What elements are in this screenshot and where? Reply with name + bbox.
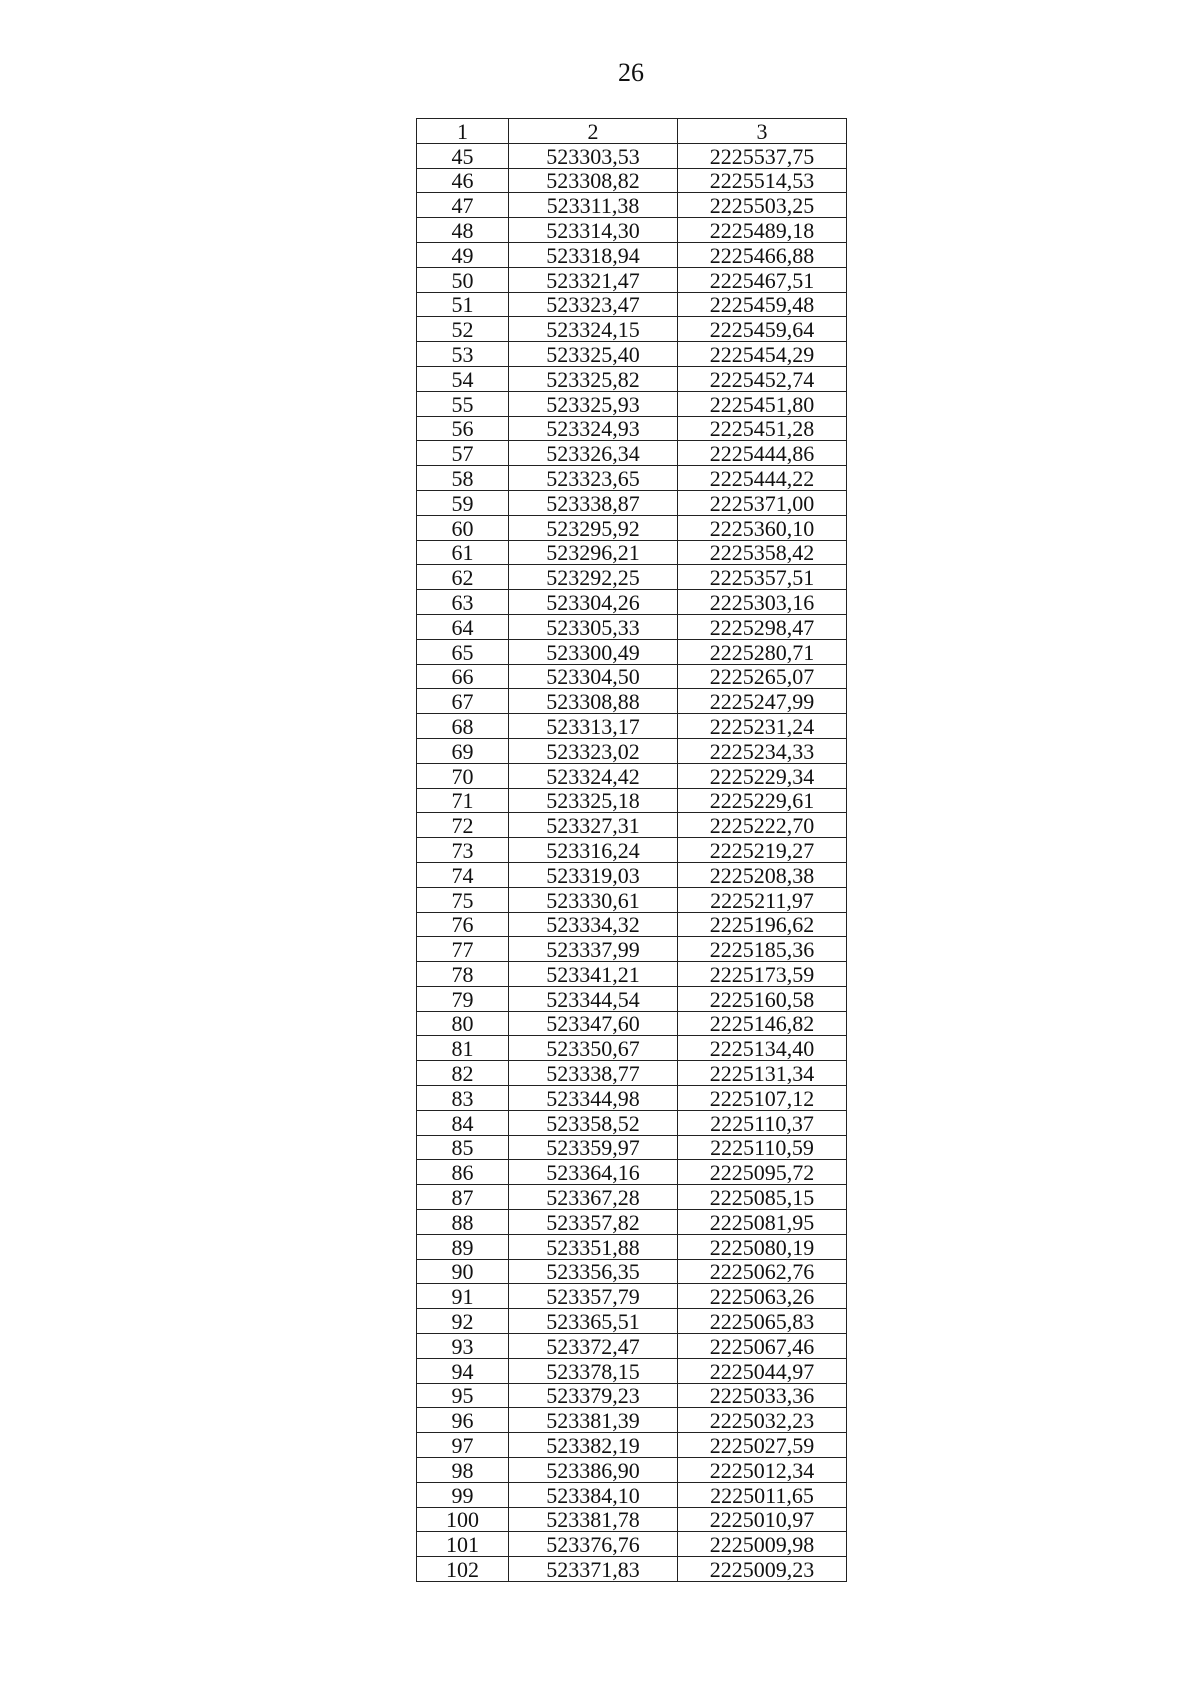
table-row	[417, 1358, 847, 1383]
table-row	[417, 1383, 847, 1408]
column-header: 2	[509, 119, 678, 144]
y-coordinate-cell: 2225459,48	[678, 292, 847, 317]
point-number-cell: 62	[417, 565, 509, 590]
table-row	[417, 590, 847, 615]
table-row	[417, 515, 847, 540]
x-coordinate-cell: 523381,39	[509, 1408, 678, 1433]
point-number-cell: 73	[417, 838, 509, 863]
table-row	[417, 416, 847, 441]
x-coordinate-cell: 523341,21	[509, 962, 678, 987]
table-row	[417, 1160, 847, 1185]
table-row	[417, 1110, 847, 1135]
y-coordinate-cell: 2225065,83	[678, 1309, 847, 1334]
table-row	[417, 763, 847, 788]
x-coordinate-cell: 523334,32	[509, 912, 678, 937]
y-coordinate-cell: 2225208,38	[678, 862, 847, 887]
y-coordinate-cell: 2225062,76	[678, 1259, 847, 1284]
y-coordinate-cell: 2225454,29	[678, 342, 847, 367]
x-coordinate-cell: 523323,47	[509, 292, 678, 317]
table-row	[417, 267, 847, 292]
x-coordinate-cell: 523372,47	[509, 1334, 678, 1359]
table-row	[417, 714, 847, 739]
x-coordinate-cell: 523325,18	[509, 788, 678, 813]
point-number-cell: 72	[417, 813, 509, 838]
point-number-cell: 61	[417, 540, 509, 565]
x-coordinate-cell: 523356,35	[509, 1259, 678, 1284]
y-coordinate-cell: 2225009,98	[678, 1532, 847, 1557]
y-coordinate-cell: 2225010,97	[678, 1507, 847, 1532]
table-row	[417, 242, 847, 267]
point-number-cell: 60	[417, 515, 509, 540]
point-number-cell: 59	[417, 490, 509, 515]
table-row	[417, 1135, 847, 1160]
table-row	[417, 738, 847, 763]
point-number-cell: 70	[417, 763, 509, 788]
point-number-cell: 58	[417, 466, 509, 491]
x-coordinate-cell: 523325,93	[509, 391, 678, 416]
y-coordinate-cell: 2225033,36	[678, 1383, 847, 1408]
point-number-cell: 89	[417, 1234, 509, 1259]
table-row	[417, 1507, 847, 1532]
x-coordinate-cell: 523344,54	[509, 986, 678, 1011]
point-number-cell: 76	[417, 912, 509, 937]
point-number-cell: 83	[417, 1086, 509, 1111]
x-coordinate-cell: 523365,51	[509, 1309, 678, 1334]
point-number-cell: 49	[417, 242, 509, 267]
y-coordinate-cell: 2225095,72	[678, 1160, 847, 1185]
y-coordinate-cell: 2225489,18	[678, 218, 847, 243]
x-coordinate-cell: 523357,79	[509, 1284, 678, 1309]
point-number-cell: 51	[417, 292, 509, 317]
table-row	[417, 813, 847, 838]
x-coordinate-cell: 523358,52	[509, 1110, 678, 1135]
point-number-cell: 46	[417, 168, 509, 193]
y-coordinate-cell: 2225451,80	[678, 391, 847, 416]
y-coordinate-cell: 2225537,75	[678, 143, 847, 168]
point-number-cell: 63	[417, 590, 509, 615]
table-body	[417, 143, 847, 1581]
coordinates-table	[416, 118, 847, 1582]
point-number-cell: 48	[417, 218, 509, 243]
point-number-cell: 69	[417, 738, 509, 763]
y-coordinate-cell: 2225160,58	[678, 986, 847, 1011]
y-coordinate-cell: 2225067,46	[678, 1334, 847, 1359]
y-coordinate-cell: 2225110,59	[678, 1135, 847, 1160]
point-number-cell: 47	[417, 193, 509, 218]
y-coordinate-cell: 2225467,51	[678, 267, 847, 292]
x-coordinate-cell: 523321,47	[509, 267, 678, 292]
point-number-cell: 94	[417, 1358, 509, 1383]
table-row	[417, 342, 847, 367]
y-coordinate-cell: 2225444,86	[678, 441, 847, 466]
table-row	[417, 1458, 847, 1483]
point-number-cell: 56	[417, 416, 509, 441]
table-row	[417, 292, 847, 317]
x-coordinate-cell: 523314,30	[509, 218, 678, 243]
x-coordinate-cell: 523382,19	[509, 1433, 678, 1458]
point-number-cell: 74	[417, 862, 509, 887]
x-coordinate-cell: 523305,33	[509, 614, 678, 639]
table-header-row	[417, 119, 847, 144]
y-coordinate-cell: 2225247,99	[678, 689, 847, 714]
y-coordinate-cell: 2225229,34	[678, 763, 847, 788]
point-number-cell: 79	[417, 986, 509, 1011]
point-number-cell: 86	[417, 1160, 509, 1185]
point-number-cell: 82	[417, 1061, 509, 1086]
y-coordinate-cell: 2225185,36	[678, 937, 847, 962]
table-row	[417, 1408, 847, 1433]
table-row	[417, 540, 847, 565]
table-row	[417, 639, 847, 664]
x-coordinate-cell: 523319,03	[509, 862, 678, 887]
y-coordinate-cell: 2225514,53	[678, 168, 847, 193]
x-coordinate-cell: 523376,76	[509, 1532, 678, 1557]
point-number-cell: 45	[417, 143, 509, 168]
x-coordinate-cell: 523313,17	[509, 714, 678, 739]
point-number-cell: 101	[417, 1532, 509, 1557]
point-number-cell: 98	[417, 1458, 509, 1483]
point-number-cell: 71	[417, 788, 509, 813]
x-coordinate-cell: 523324,93	[509, 416, 678, 441]
table-row	[417, 862, 847, 887]
x-coordinate-cell: 523308,82	[509, 168, 678, 193]
x-coordinate-cell: 523325,82	[509, 366, 678, 391]
table-row	[417, 1557, 847, 1582]
point-number-cell: 77	[417, 937, 509, 962]
y-coordinate-cell: 2225211,97	[678, 887, 847, 912]
y-coordinate-cell: 2225081,95	[678, 1210, 847, 1235]
y-coordinate-cell: 2225027,59	[678, 1433, 847, 1458]
y-coordinate-cell: 2225011,65	[678, 1482, 847, 1507]
point-number-cell: 91	[417, 1284, 509, 1309]
table-row	[417, 664, 847, 689]
point-number-cell: 85	[417, 1135, 509, 1160]
table-row	[417, 614, 847, 639]
x-coordinate-cell: 523325,40	[509, 342, 678, 367]
table-row	[417, 490, 847, 515]
y-coordinate-cell: 2225173,59	[678, 962, 847, 987]
x-coordinate-cell: 523318,94	[509, 242, 678, 267]
table-row	[417, 1309, 847, 1334]
y-coordinate-cell: 2225358,42	[678, 540, 847, 565]
y-coordinate-cell: 2225360,10	[678, 515, 847, 540]
y-coordinate-cell: 2225466,88	[678, 242, 847, 267]
x-coordinate-cell: 523378,15	[509, 1358, 678, 1383]
table-row	[417, 912, 847, 937]
table-row	[417, 193, 847, 218]
y-coordinate-cell: 2225357,51	[678, 565, 847, 590]
y-coordinate-cell: 2225503,25	[678, 193, 847, 218]
y-coordinate-cell: 2225146,82	[678, 1011, 847, 1036]
x-coordinate-cell: 523308,88	[509, 689, 678, 714]
point-number-cell: 67	[417, 689, 509, 714]
point-number-cell: 78	[417, 962, 509, 987]
table-row	[417, 218, 847, 243]
x-coordinate-cell: 523350,67	[509, 1036, 678, 1061]
y-coordinate-cell: 2225452,74	[678, 366, 847, 391]
column-header: 1	[417, 119, 509, 144]
table-row	[417, 565, 847, 590]
point-number-cell: 54	[417, 366, 509, 391]
x-coordinate-cell: 523384,10	[509, 1482, 678, 1507]
y-coordinate-cell: 2225012,34	[678, 1458, 847, 1483]
point-number-cell: 64	[417, 614, 509, 639]
x-coordinate-cell: 523295,92	[509, 515, 678, 540]
y-coordinate-cell: 2225234,33	[678, 738, 847, 763]
table-row	[417, 366, 847, 391]
x-coordinate-cell: 523386,90	[509, 1458, 678, 1483]
point-number-cell: 68	[417, 714, 509, 739]
table-row	[417, 143, 847, 168]
y-coordinate-cell: 2225085,15	[678, 1185, 847, 1210]
x-coordinate-cell: 523292,25	[509, 565, 678, 590]
x-coordinate-cell: 523323,65	[509, 466, 678, 491]
point-number-cell: 96	[417, 1408, 509, 1433]
column-header: 3	[678, 119, 847, 144]
y-coordinate-cell: 2225451,28	[678, 416, 847, 441]
x-coordinate-cell: 523303,53	[509, 143, 678, 168]
x-coordinate-cell: 523367,28	[509, 1185, 678, 1210]
table-row	[417, 1185, 847, 1210]
point-number-cell: 97	[417, 1433, 509, 1458]
point-number-cell: 57	[417, 441, 509, 466]
y-coordinate-cell: 2225080,19	[678, 1234, 847, 1259]
table-row	[417, 962, 847, 987]
table-row	[417, 1011, 847, 1036]
point-number-cell: 90	[417, 1259, 509, 1284]
x-coordinate-cell: 523326,34	[509, 441, 678, 466]
table-row	[417, 788, 847, 813]
table-row	[417, 1433, 847, 1458]
point-number-cell: 53	[417, 342, 509, 367]
x-coordinate-cell: 523316,24	[509, 838, 678, 863]
y-coordinate-cell: 2225459,64	[678, 317, 847, 342]
y-coordinate-cell: 2225444,22	[678, 466, 847, 491]
x-coordinate-cell: 523351,88	[509, 1234, 678, 1259]
table-row	[417, 986, 847, 1011]
y-coordinate-cell: 2225219,27	[678, 838, 847, 863]
x-coordinate-cell: 523364,16	[509, 1160, 678, 1185]
table-row	[417, 1036, 847, 1061]
table-row	[417, 1259, 847, 1284]
x-coordinate-cell: 523347,60	[509, 1011, 678, 1036]
x-coordinate-cell: 523324,15	[509, 317, 678, 342]
point-number-cell: 65	[417, 639, 509, 664]
table-row	[417, 1234, 847, 1259]
table-row	[417, 937, 847, 962]
x-coordinate-cell: 523344,98	[509, 1086, 678, 1111]
table-row	[417, 317, 847, 342]
x-coordinate-cell: 523323,02	[509, 738, 678, 763]
point-number-cell: 100	[417, 1507, 509, 1532]
x-coordinate-cell: 523338,77	[509, 1061, 678, 1086]
point-number-cell: 87	[417, 1185, 509, 1210]
point-number-cell: 95	[417, 1383, 509, 1408]
table-row	[417, 1086, 847, 1111]
y-coordinate-cell: 2225371,00	[678, 490, 847, 515]
y-coordinate-cell: 2225265,07	[678, 664, 847, 689]
point-number-cell: 92	[417, 1309, 509, 1334]
x-coordinate-cell: 523371,83	[509, 1557, 678, 1582]
y-coordinate-cell: 2225009,23	[678, 1557, 847, 1582]
y-coordinate-cell: 2225032,23	[678, 1408, 847, 1433]
table-row	[417, 1210, 847, 1235]
table-row	[417, 441, 847, 466]
y-coordinate-cell: 2225231,24	[678, 714, 847, 739]
point-number-cell: 80	[417, 1011, 509, 1036]
x-coordinate-cell: 523357,82	[509, 1210, 678, 1235]
point-number-cell: 52	[417, 317, 509, 342]
x-coordinate-cell: 523381,78	[509, 1507, 678, 1532]
y-coordinate-cell: 2225222,70	[678, 813, 847, 838]
point-number-cell: 102	[417, 1557, 509, 1582]
x-coordinate-cell: 523330,61	[509, 887, 678, 912]
table-row	[417, 887, 847, 912]
x-coordinate-cell: 523337,99	[509, 937, 678, 962]
table-row	[417, 689, 847, 714]
point-number-cell: 84	[417, 1110, 509, 1135]
point-number-cell: 50	[417, 267, 509, 292]
x-coordinate-cell: 523327,31	[509, 813, 678, 838]
point-number-cell: 81	[417, 1036, 509, 1061]
y-coordinate-cell: 2225044,97	[678, 1358, 847, 1383]
y-coordinate-cell: 2225280,71	[678, 639, 847, 664]
point-number-cell: 93	[417, 1334, 509, 1359]
y-coordinate-cell: 2225107,12	[678, 1086, 847, 1111]
point-number-cell: 66	[417, 664, 509, 689]
point-number-cell: 75	[417, 887, 509, 912]
table-row	[417, 391, 847, 416]
y-coordinate-cell: 2225298,47	[678, 614, 847, 639]
table-row	[417, 1334, 847, 1359]
table-row	[417, 1284, 847, 1309]
x-coordinate-cell: 523359,97	[509, 1135, 678, 1160]
table-row	[417, 1482, 847, 1507]
x-coordinate-cell: 523304,26	[509, 590, 678, 615]
y-coordinate-cell: 2225303,16	[678, 590, 847, 615]
point-number-cell: 55	[417, 391, 509, 416]
x-coordinate-cell: 523379,23	[509, 1383, 678, 1408]
x-coordinate-cell: 523324,42	[509, 763, 678, 788]
x-coordinate-cell: 523304,50	[509, 664, 678, 689]
table-row	[417, 1532, 847, 1557]
y-coordinate-cell: 2225134,40	[678, 1036, 847, 1061]
table-row	[417, 1061, 847, 1086]
table-row	[417, 466, 847, 491]
table-row	[417, 838, 847, 863]
table-row	[417, 168, 847, 193]
x-coordinate-cell: 523338,87	[509, 490, 678, 515]
x-coordinate-cell: 523296,21	[509, 540, 678, 565]
y-coordinate-cell: 2225063,26	[678, 1284, 847, 1309]
point-number-cell: 88	[417, 1210, 509, 1235]
y-coordinate-cell: 2225131,34	[678, 1061, 847, 1086]
page-number: 26	[618, 58, 644, 87]
y-coordinate-cell: 2225196,62	[678, 912, 847, 937]
point-number-cell: 99	[417, 1482, 509, 1507]
y-coordinate-cell: 2225110,37	[678, 1110, 847, 1135]
x-coordinate-cell: 523300,49	[509, 639, 678, 664]
y-coordinate-cell: 2225229,61	[678, 788, 847, 813]
x-coordinate-cell: 523311,38	[509, 193, 678, 218]
